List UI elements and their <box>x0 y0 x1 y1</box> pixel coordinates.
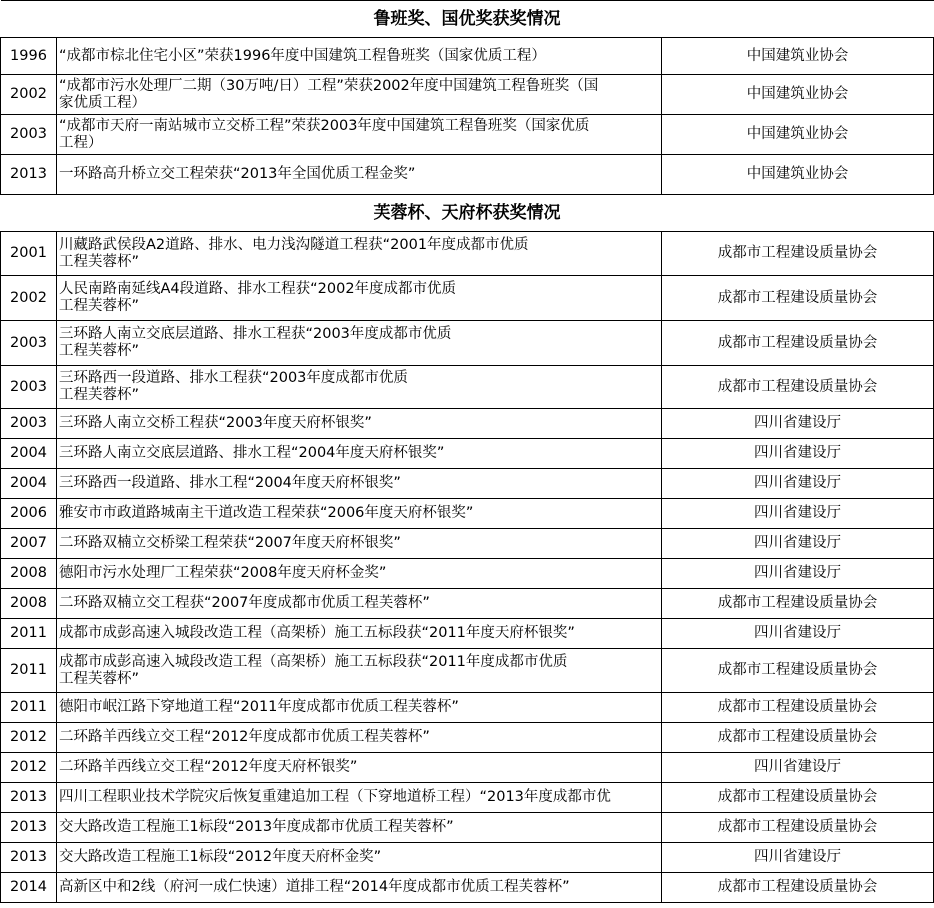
award-organization: 中国建筑业协会 <box>662 155 934 195</box>
table-row <box>1 529 934 559</box>
award-description-line: “成都市污水处理厂二期（30万吨/日）工程”荣获2002年度中国建筑工程鲁班奖（国 <box>59 77 599 94</box>
award-description-line: 交大路改造工程施工1标段“2013年度成都市优质工程芙蓉杯” <box>59 819 454 835</box>
award-year: 2013 <box>1 155 57 195</box>
award-description-line: 川藏路武侯段A2道路、排水、电力浅沟隧道工程获“2001年度成都市优质 <box>59 236 529 253</box>
award-year: 2012 <box>1 723 57 753</box>
award-organization: 成都市工程建设质量协会 <box>662 723 934 753</box>
table-row <box>1 38 934 75</box>
award-organization: 成都市工程建设质量协会 <box>662 873 934 903</box>
award-year: 2002 <box>1 276 57 321</box>
award-description-line: 家优质工程） <box>59 94 146 111</box>
award-description <box>57 321 662 366</box>
award-organization: 成都市工程建设质量协会 <box>662 321 934 366</box>
award-organization: 四川省建设厅 <box>662 439 934 469</box>
section-header <box>1 1 934 38</box>
award-description-line: 交大路改造工程施工1标段“2012年度天府杯金奖” <box>59 849 382 865</box>
table-row <box>1 115 934 155</box>
award-year: 2003 <box>1 115 57 155</box>
award-description <box>57 783 662 813</box>
award-organization: 成都市工程建设质量协会 <box>662 366 934 409</box>
award-description <box>57 439 662 469</box>
award-year: 2006 <box>1 499 57 529</box>
award-year: 2003 <box>1 366 57 409</box>
award-description-line: 工程芙蓉杯” <box>59 343 140 359</box>
table-row <box>1 753 934 783</box>
table-row <box>1 321 934 366</box>
table-row <box>1 649 934 693</box>
table-row <box>1 155 934 195</box>
award-description-line: 工程芙蓉杯” <box>59 387 140 403</box>
award-description <box>57 753 662 783</box>
award-description <box>57 38 662 75</box>
table-row <box>1 723 934 753</box>
award-description <box>57 115 662 155</box>
award-year: 2001 <box>1 232 57 276</box>
award-description <box>57 529 662 559</box>
award-description-line: 二环路双楠立交工程获“2007年度成都市优质工程芙蓉杯” <box>59 595 430 611</box>
table-row <box>1 499 934 529</box>
table-row <box>1 873 934 903</box>
award-year: 2012 <box>1 753 57 783</box>
award-description <box>57 232 662 276</box>
award-description <box>57 469 662 499</box>
award-description <box>57 649 662 693</box>
award-description <box>57 499 662 529</box>
table-row <box>1 75 934 115</box>
award-description-line: 工程） <box>59 134 103 151</box>
award-year: 2013 <box>1 843 57 873</box>
award-description-line: 一环路高升桥立交工程荣获“2013年全国优质工程金奖” <box>59 166 416 182</box>
award-organization: 四川省建设厅 <box>662 469 934 499</box>
award-description-line: 成都市成彭高速入城段改造工程（高架桥）施工五标段获“2011年度成都市优质 <box>59 653 568 670</box>
award-description-line: 成都市成彭高速入城段改造工程（高架桥）施工五标段获“2011年度天府杯银奖” <box>59 625 575 641</box>
award-year: 1996 <box>1 38 57 75</box>
award-description-line: 三环路西一段道路、排水工程“2004年度天府杯银奖” <box>59 475 401 491</box>
section-title: 芙蓉杯、天府杯获奖情况 <box>1 195 934 232</box>
award-organization: 成都市工程建设质量协会 <box>662 783 934 813</box>
award-description-line: 工程芙蓉杯” <box>59 298 140 314</box>
table-row <box>1 589 934 619</box>
award-description <box>57 559 662 589</box>
award-year: 2014 <box>1 873 57 903</box>
table-row <box>1 559 934 589</box>
award-description <box>57 723 662 753</box>
award-year: 2011 <box>1 693 57 723</box>
award-organization: 成都市工程建设质量协会 <box>662 813 934 843</box>
award-description <box>57 75 662 115</box>
section-header <box>1 195 934 232</box>
award-year: 2008 <box>1 559 57 589</box>
award-year: 2013 <box>1 783 57 813</box>
award-year: 2002 <box>1 75 57 115</box>
award-description <box>57 409 662 439</box>
award-organization: 四川省建设厅 <box>662 619 934 649</box>
award-description-line: 四川工程职业技术学院灾后恢复重建追加工程（下穿地道桥工程）“2013年度成都市优 <box>59 789 611 805</box>
award-description <box>57 276 662 321</box>
award-description-line: 三环路人南立交桥工程获“2003年度天府杯银奖” <box>59 415 372 431</box>
award-year: 2003 <box>1 409 57 439</box>
award-description <box>57 843 662 873</box>
award-description <box>57 155 662 195</box>
award-year: 2008 <box>1 589 57 619</box>
award-description-line: 三环路西一段道路、排水工程获“2003年度成都市优质 <box>59 370 408 386</box>
award-organization: 中国建筑业协会 <box>662 115 934 155</box>
award-organization: 中国建筑业协会 <box>662 38 934 75</box>
award-description-line: 德阳市岷江路下穿地道工程“2011年度成都市优质工程芙蓉杯” <box>59 699 459 715</box>
award-description-line: 工程芙蓉杯” <box>59 253 140 270</box>
award-organization: 成都市工程建设质量协会 <box>662 649 934 693</box>
award-description <box>57 693 662 723</box>
award-year: 2004 <box>1 469 57 499</box>
award-description <box>57 873 662 903</box>
award-description-line: “成都市天府一南站城市立交桥工程”荣获2003年度中国建筑工程鲁班奖（国家优质 <box>59 117 590 134</box>
award-organization: 四川省建设厅 <box>662 409 934 439</box>
award-year: 2007 <box>1 529 57 559</box>
award-description <box>57 619 662 649</box>
table-row <box>1 409 934 439</box>
table-row <box>1 693 934 723</box>
award-organization: 四川省建设厅 <box>662 753 934 783</box>
table-row <box>1 619 934 649</box>
award-description-line: 雅安市市政道路城南主干道改造工程荣获“2006年度天府杯银奖” <box>59 505 474 521</box>
award-description-line: 二环路羊西线立交工程“2012年度天府杯银奖” <box>59 759 358 775</box>
award-organization: 中国建筑业协会 <box>662 75 934 115</box>
award-description-line: 三环路人南立交底层道路、排水工程获“2003年度成都市优质 <box>59 326 452 342</box>
award-organization: 四川省建设厅 <box>662 559 934 589</box>
award-description <box>57 366 662 409</box>
award-year: 2013 <box>1 813 57 843</box>
table-row <box>1 366 934 409</box>
award-description-line: 工程芙蓉杯” <box>59 670 140 687</box>
award-organization: 成都市工程建设质量协会 <box>662 693 934 723</box>
table-row <box>1 276 934 321</box>
award-description-line: 高新区中和2线（府河一成仁快速）道排工程“2014年度成都市优质工程芙蓉杯” <box>59 879 570 895</box>
award-description-line: 二环路羊西线立交工程“2012年度成都市优质工程芙蓉杯” <box>59 729 430 745</box>
award-year: 2011 <box>1 619 57 649</box>
section-title: 鲁班奖、国优奖获奖情况 <box>1 1 934 38</box>
award-description-line: 人民南路南延线A4段道路、排水工程获“2002年度成都市优质 <box>59 281 457 297</box>
table-row <box>1 439 934 469</box>
award-year: 2011 <box>1 649 57 693</box>
award-description <box>57 813 662 843</box>
table-row <box>1 813 934 843</box>
award-description-line: 三环路人南立交底层道路、排水工程“2004年度天府杯银奖” <box>59 445 445 461</box>
award-organization: 四川省建设厅 <box>662 529 934 559</box>
award-organization: 四川省建设厅 <box>662 843 934 873</box>
award-description-line: 二环路双楠立交桥梁工程荣获“2007年度天府杯银奖” <box>59 535 401 551</box>
table-row <box>1 783 934 813</box>
award-organization: 成都市工程建设质量协会 <box>662 232 934 276</box>
table-row <box>1 232 934 276</box>
award-year: 2004 <box>1 439 57 469</box>
award-organization: 成都市工程建设质量协会 <box>662 276 934 321</box>
table-row <box>1 843 934 873</box>
award-organization: 四川省建设厅 <box>662 499 934 529</box>
award-description-line: 德阳市污水处理厂工程荣获“2008年度天府杯金奖” <box>59 565 387 581</box>
table-row <box>1 469 934 499</box>
award-organization: 成都市工程建设质量协会 <box>662 589 934 619</box>
award-description <box>57 589 662 619</box>
award-description-line: “成都市棕北住宅小区”荣获1996年度中国建筑工程鲁班奖（国家优质工程） <box>59 47 546 64</box>
award-year: 2003 <box>1 321 57 366</box>
